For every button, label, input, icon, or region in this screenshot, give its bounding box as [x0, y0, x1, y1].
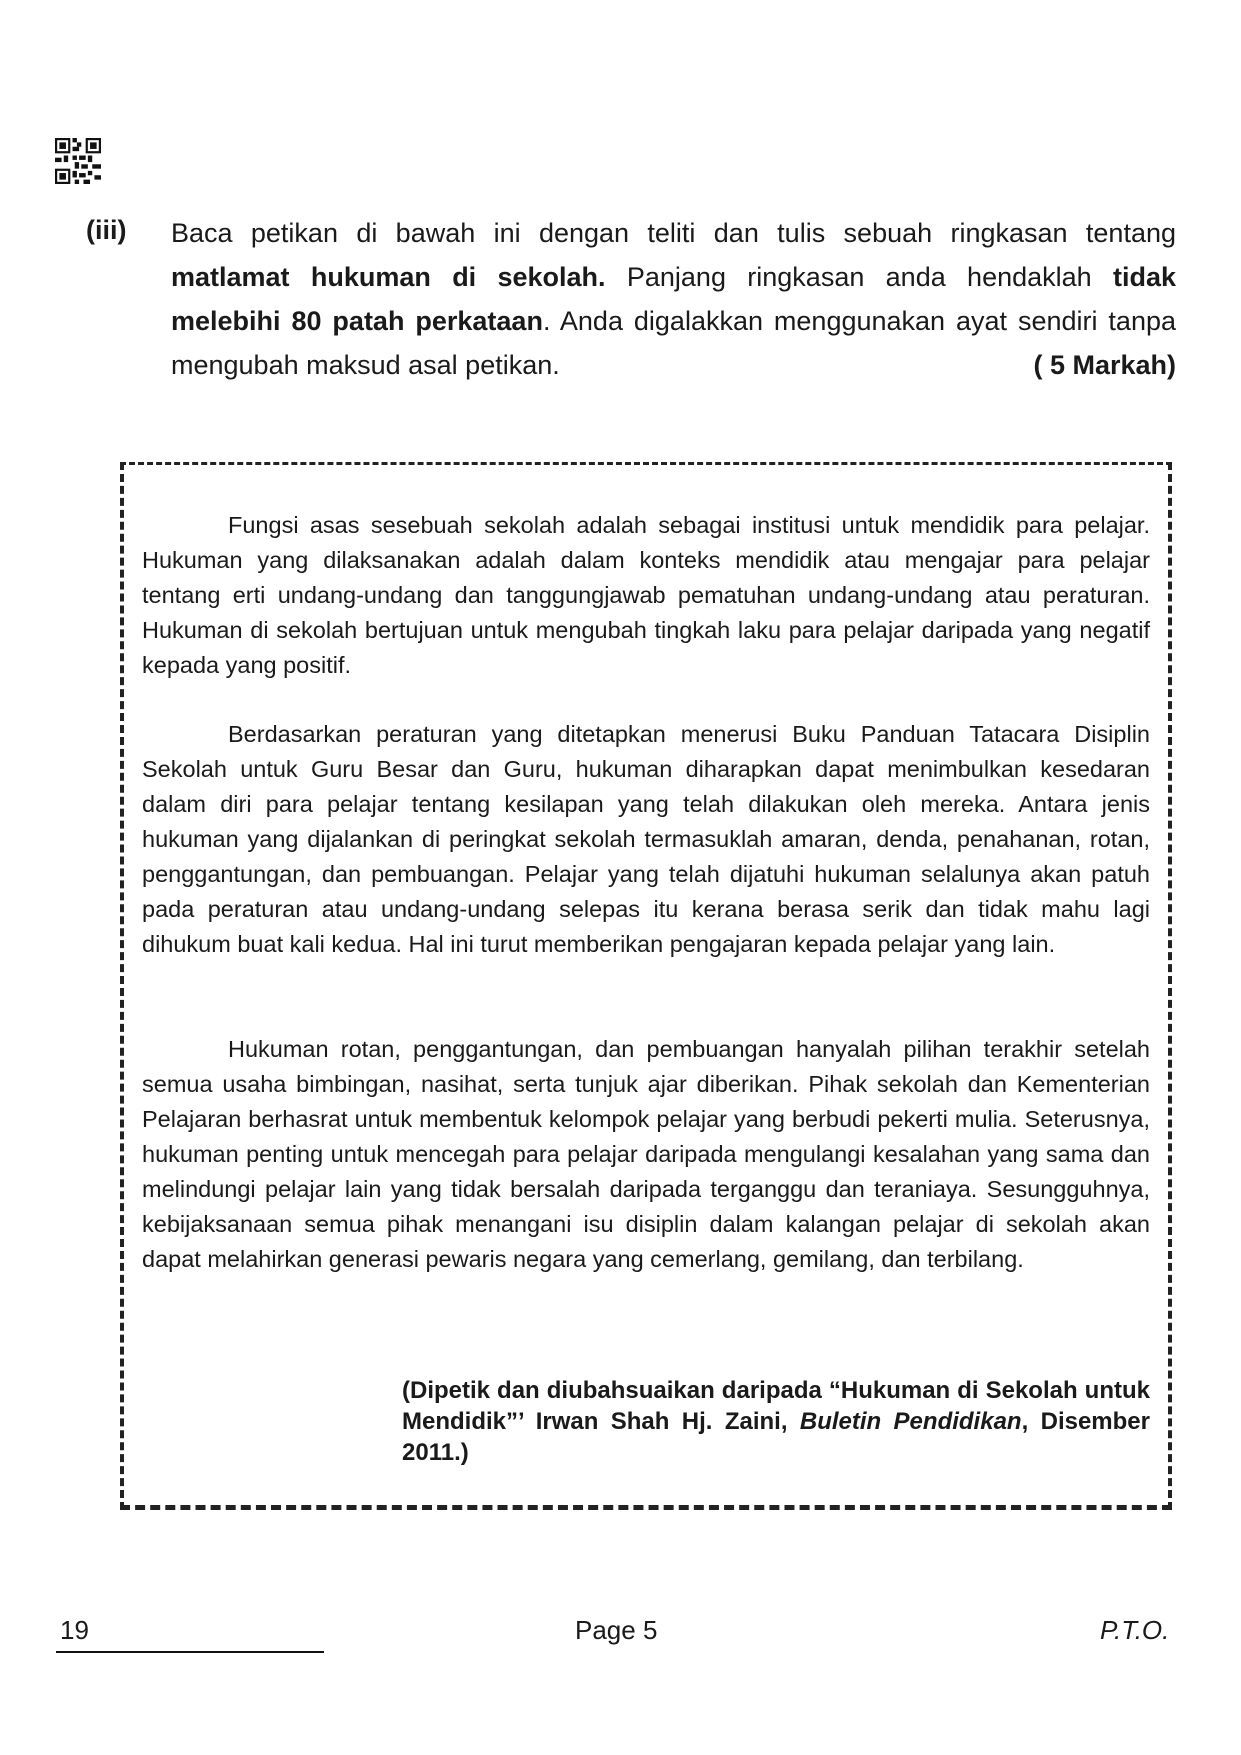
- instruction-text-2: Panjang ringkasan anda hendaklah: [605, 262, 1113, 292]
- footer-divider: [56, 1651, 324, 1653]
- marks-label: ( 5 Markah): [1033, 350, 1176, 380]
- passage-source: [402, 1375, 1150, 1468]
- summary-topic: matlamat hukuman di sekolah.: [171, 262, 606, 292]
- source-text-1: (Dipetik dan diubahsuaikan daripada “Hukuman di Sekolah untuk Mendidik”’ Irwan Shah Hj. Zaini,: [402, 1377, 1150, 1435]
- source-text-2: , Disember 2011.): [402, 1408, 1150, 1466]
- word-limit: tidak melebihi 80 patah perkataan: [171, 262, 1177, 336]
- question-number: (iii): [86, 215, 127, 245]
- paper-code: 19: [60, 1615, 89, 1645]
- page-number: Page 5: [575, 1615, 658, 1645]
- passage-paragraph-1: Fungsi asas sesebuah sekolah adalah sebagai institusi untuk mendidik para pelajar. Hukuman yang dilaksanakan adalah dalam konteks mendidik atau mengajar para pelajar tentang erti undang-undang dan tanggungjawab pematuhan undang-undang atau peraturan. Hukuman di sekolah bertujuan untuk mengubah tingkah laku para pelajar daripada yang negatif kepada yang positif.: [142, 512, 1150, 678]
- passage-paragraph-2: Berdasarkan peraturan yang ditetapkan menerusi Buku Panduan Tatacara Disiplin Sekolah untuk Guru Besar dan Guru, hukuman diharapkan dapat menimbulkan kesedaran dalam diri para pelajar tentang kesilapan yang telah dilakukan oleh mereka. Antara jenis hukuman yang dijalankan di peringkat sekolah termasuklah amaran, denda, penahanan, rotan, penggantungan, dan pembuangan. Pelajar yang telah dijatuhi hukuman selalunya akan patuh pada peraturan atau undang-undang selepas itu kerana berasa serik dan tidak mahu lagi dihukum buat kali kedua. Hal ini turut memberikan pengajaran kepada pelajar yang lain.: [142, 721, 1150, 957]
- passage-paragraph-3: Hukuman rotan, penggantungan, dan pembuangan hanyalah pilihan terakhir setelah semua usaha bimbingan, nasihat, serta tunjuk ajar diberikan. Pihak sekolah dan Kementerian Pelajaran berhasrat untuk membentuk kelompok pelajar yang berbudi pekerti mulia. Seterusnya, hukuman penting untuk mencegah para pelajar daripada mengulangi kesalahan yang sama dan melindungi pelajar lain yang tidak bersalah daripada terganggu dan teraniaya. Sesungguhnya, kebijaksanaan semua pihak menangani isu disiplin dalam kalangan pelajar di sekolah akan dapat melahirkan generasi pewaris negara yang cemerlang, gemilang, dan terbilang.: [142, 1036, 1150, 1272]
- instruction-text-1: Baca petikan di bawah ini dengan teliti dan tulis sebuah ringkasan tentang: [171, 218, 1176, 248]
- source-publication: Buletin Pendidikan: [799, 1408, 1022, 1435]
- instruction-text-3: . Anda digalakkan menggunakan ayat sendiri tanpa mengubah maksud asal petikan.: [171, 306, 1177, 380]
- question-instruction: [171, 211, 1176, 387]
- please-turn-over: P.T.O.: [1100, 1615, 1170, 1645]
- qr-code-icon: [55, 138, 101, 184]
